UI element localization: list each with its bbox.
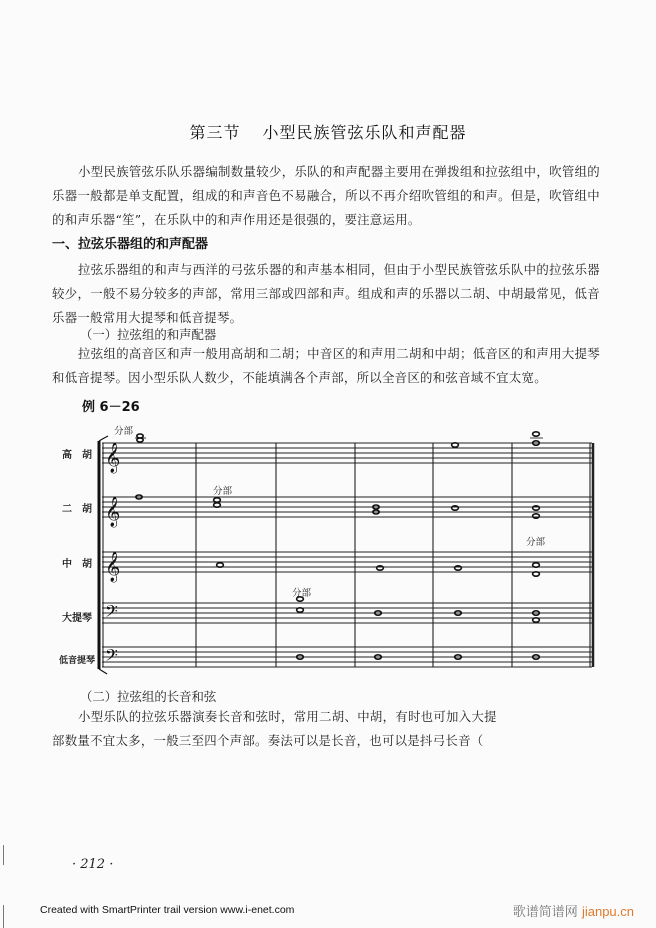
divisi-label: 分部 <box>292 588 312 599</box>
smartprinter-watermark: Created with SmartPrinter trail version www.i-enet.com <box>40 904 295 916</box>
divisi-label: 分部 <box>213 486 233 497</box>
staff-erhu <box>102 497 592 517</box>
instrument-label-cello: 大提琴 <box>62 613 92 624</box>
brand-cn: 歌谱简谱网 <box>512 905 578 920</box>
bass-clef-icon: 𝄢 <box>105 601 118 625</box>
intro-paragraph-text: 小型民族管弦乐队乐器编制数量较少，乐队的和声配器主要用在弹拨组和拉弦组中，吹管组的乐器一般都是单支配置，组成的和声音色不易融合，所以不再介绍吹管组的和声。但是，吹管组中的和声乐器“笙”，在乐队中的和声作用还是很强的，要注意运用。 <box>52 164 600 227</box>
barlines <box>196 443 593 667</box>
divisi-label: 分部 <box>114 426 134 437</box>
sub1-paragraph-text: 拉弦组的高音区和声一般用高胡和二胡；中音区的和声用二胡和中胡；低音区的和声用大提琴和低音提琴。因小型乐队人数少，不能填满各个声部，所以全音区的和弦音域不宜太宽。 <box>52 346 600 385</box>
staff-zhonghu <box>102 552 592 572</box>
sub2-line-2: 部数量不宜太多，一般三至四个声部。奏法可以是长音，也可以是抖弓长音（ <box>52 733 484 748</box>
staff-gaohu <box>102 443 592 463</box>
heading-strings-harmony: 一、拉弦乐器组的和声配器 <box>52 237 209 252</box>
treble-clef-icon: 𝄞 <box>105 443 121 473</box>
instrument-label-gaohu: 高 胡 <box>62 450 92 461</box>
subheading-1: （一）拉弦组的和声配器 <box>80 327 217 342</box>
page-number: · 212 · <box>72 857 114 872</box>
instrument-label-zhonghu: 中 胡 <box>62 559 92 570</box>
example-label: 例 6－26 <box>82 400 140 415</box>
strings-paragraph-text: 拉弦乐器组的和声与西洋的弓弦乐器的和声基本相同，但由于小型民族管弦乐队中的拉弦乐器较少，一般不易分较多的声部，常用三部或四部和声。组成和声的乐器以二胡、中胡最常见，低音乐器一般常用大提琴和低音提琴。 <box>52 262 600 325</box>
sub2-paragraph <box>52 705 612 753</box>
site-brand <box>513 901 634 920</box>
staff-double-bass <box>102 647 592 667</box>
treble-clef-icon: 𝄞 <box>105 552 121 582</box>
subheading-2: （二）拉弦组的长音和弦 <box>80 689 217 704</box>
section-number: 第三节 <box>189 123 241 142</box>
instrument-label-erhu: 二 胡 <box>62 504 92 515</box>
section-title-text: 小型民族管弦乐队和声配器 <box>262 123 467 142</box>
staff-lines <box>102 443 592 667</box>
divisi-label: 分部 <box>526 537 546 548</box>
bass-clef-icon: 𝄢 <box>105 645 118 669</box>
brand-en: jianpu.cn <box>581 904 634 919</box>
treble-clef-icon: 𝄞 <box>105 497 121 527</box>
sub2-line-1: 小型乐队的拉弦乐器演奏长音和弦时，常用二胡、中胡，有时也可加入大提 <box>78 709 497 724</box>
staff-cello <box>102 603 592 623</box>
instrument-label-double-bass: 低音提琴 <box>58 656 95 666</box>
